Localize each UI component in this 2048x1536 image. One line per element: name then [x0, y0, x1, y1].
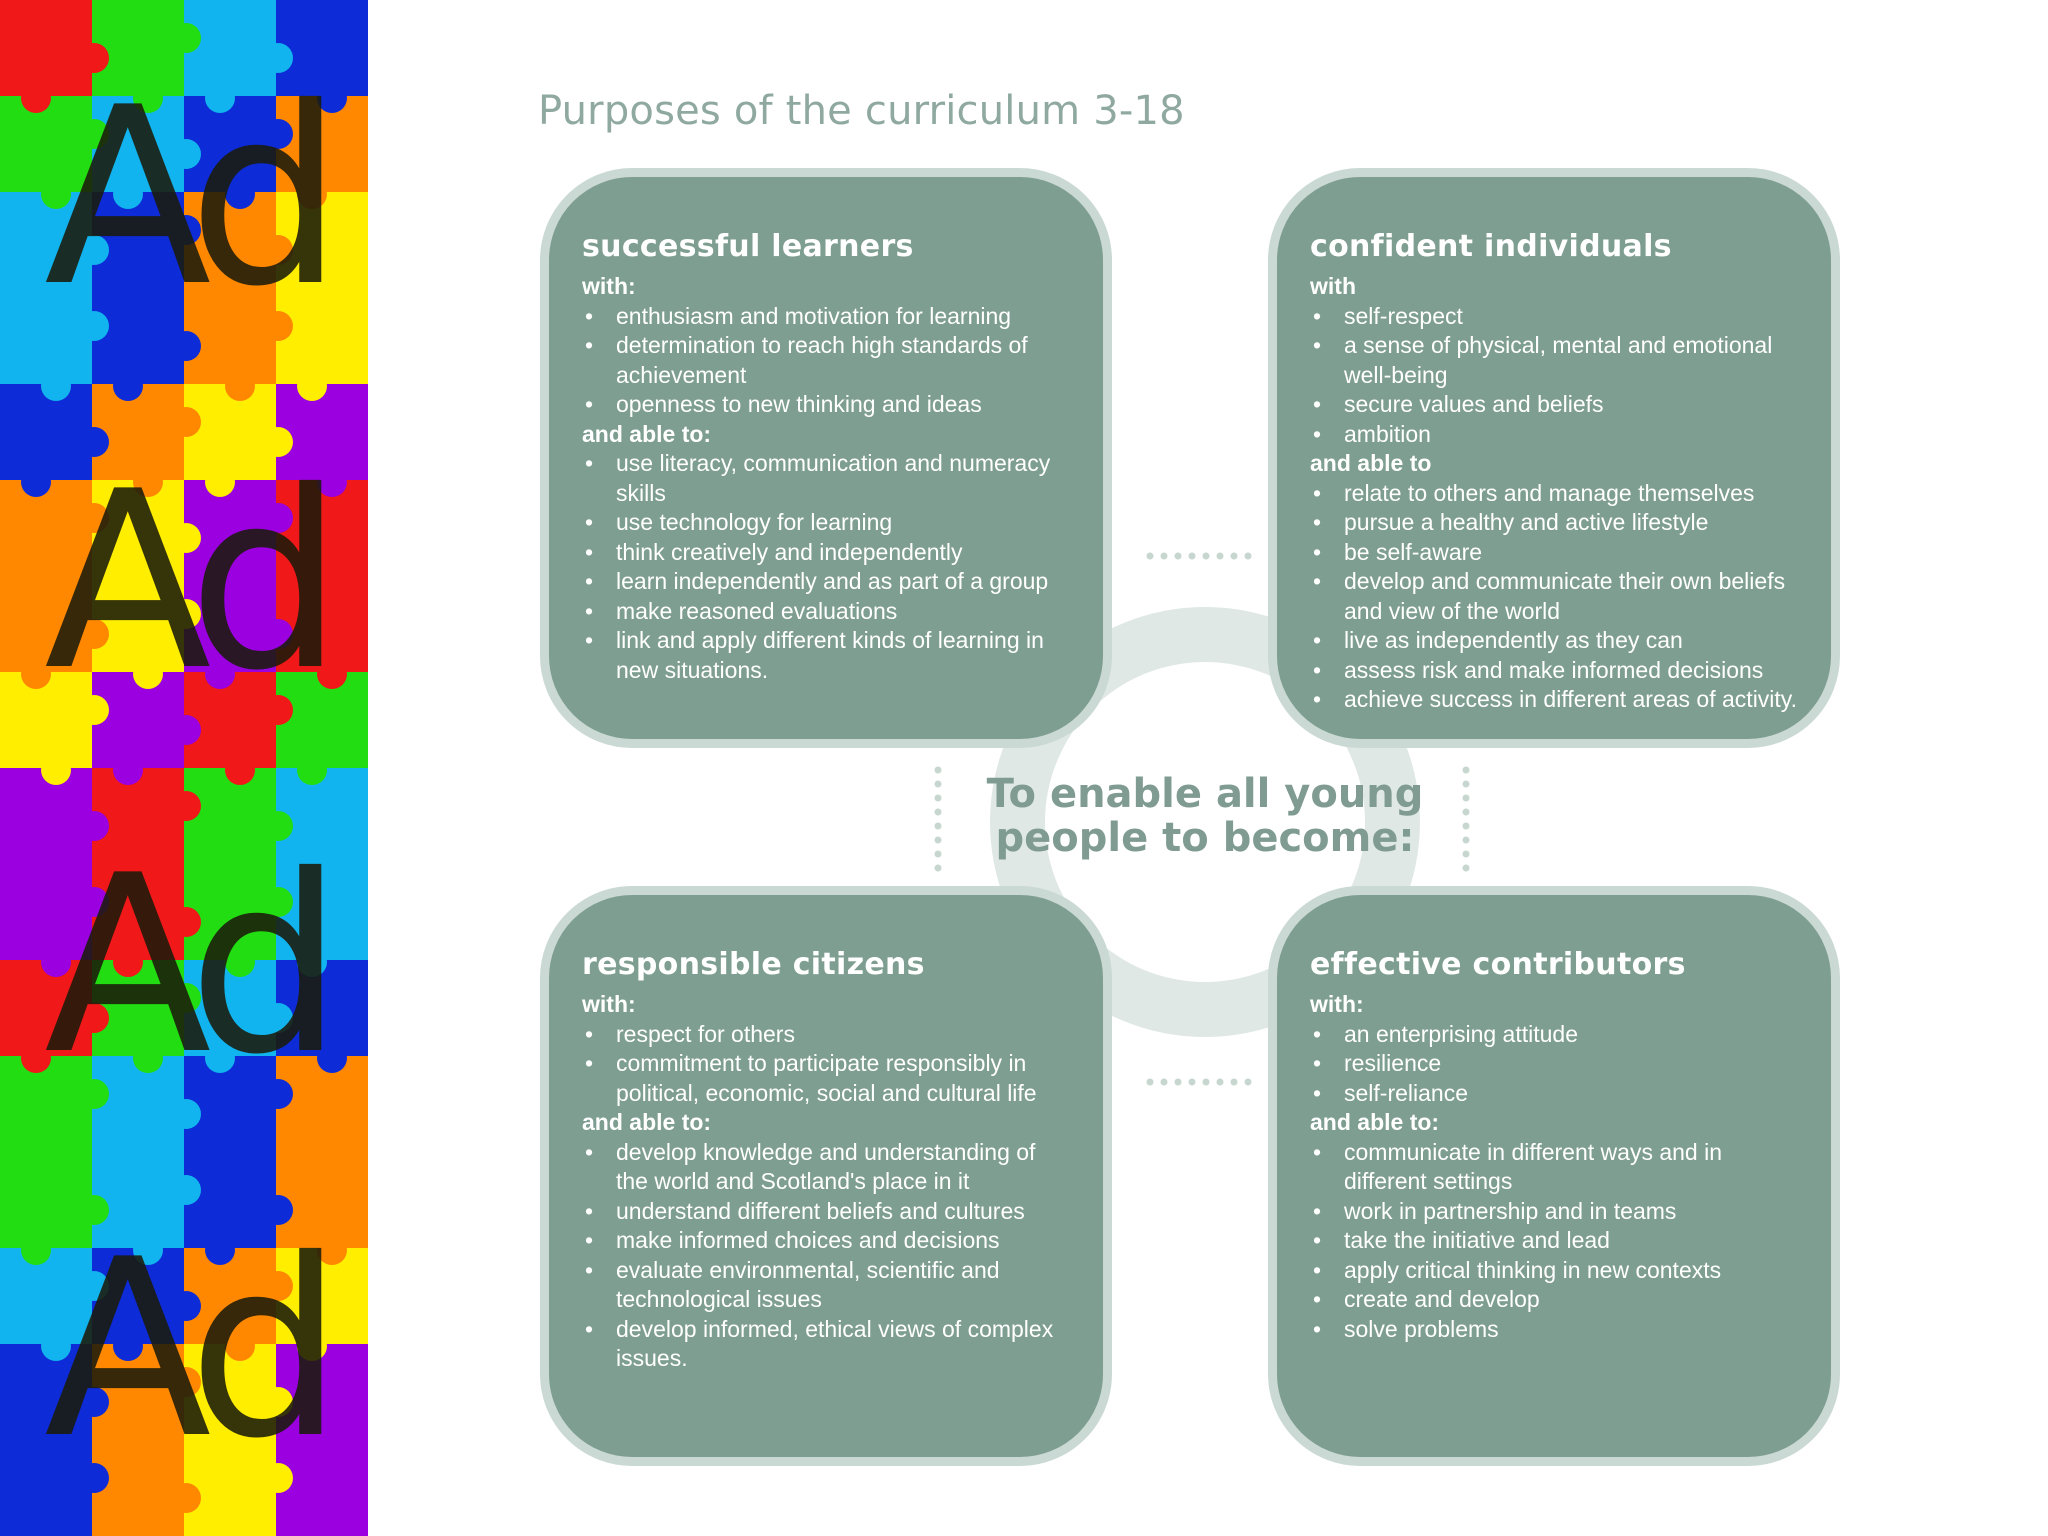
list-item: • learn independently and as part of a group [582, 567, 1073, 597]
with-label: with: [582, 273, 636, 299]
able-list [1310, 1138, 1801, 1345]
dot [1245, 1079, 1252, 1086]
card-title: responsible citizens [582, 947, 925, 982]
dot [1161, 553, 1168, 560]
able-label: and able to: [1310, 1109, 1440, 1135]
sidebar-letter-a: A [44, 439, 212, 724]
able-list [582, 449, 1073, 685]
list-item: • work in partnership and in teams [1310, 1197, 1801, 1227]
list-item: • openness to new thinking and ideas [582, 390, 1073, 420]
list-item: • develop knowledge and understanding of the world and Scotland's place in it [582, 1138, 1073, 1197]
list-item: • evaluate environmental, scientific and technological issues [582, 1256, 1073, 1315]
center-caption-line: people to become: [995, 815, 1415, 861]
with-list [1310, 1020, 1801, 1109]
list-item: • solve problems [1310, 1315, 1801, 1345]
able-label: and able to [1310, 450, 1432, 476]
with-label: with: [582, 991, 636, 1017]
list-item: • be self-aware [1310, 538, 1801, 568]
sidebar-letter-d: d [188, 1207, 344, 1492]
dot [1175, 553, 1182, 560]
list-item: • use literacy, communication and numeracy skills [582, 449, 1073, 508]
list-item: • make reasoned evaluations [582, 597, 1073, 627]
dot [1189, 1079, 1196, 1086]
list-item: • create and develop [1310, 1285, 1801, 1315]
dot [1231, 1079, 1238, 1086]
list-item: • take the initiative and lead [1310, 1226, 1801, 1256]
with-label: with [1310, 273, 1356, 299]
dot [1231, 553, 1238, 560]
list-item: • self-respect [1310, 302, 1801, 332]
card-title: effective contributors [1310, 947, 1686, 982]
card-confident-individuals [1268, 168, 1840, 748]
list-item: • enthusiasm and motivation for learning [582, 302, 1073, 332]
dot [1203, 1079, 1210, 1086]
list-item: • secure values and beliefs [1310, 390, 1801, 420]
dot [1147, 1079, 1154, 1086]
able-label: and able to: [582, 420, 712, 447]
list-item: • link and apply different kinds of learning in new situations. [582, 626, 1073, 685]
list-item: • achieve success in different areas of activity. [1310, 685, 1801, 715]
page-title: Purposes of the curriculum 3-18 [538, 88, 1185, 134]
list-item: • respect for others [582, 1020, 1073, 1050]
center-caption-line: To enable all young [986, 771, 1424, 817]
dot [1245, 553, 1252, 560]
card-responsible-citizens [540, 886, 1112, 1466]
dot [1161, 1079, 1168, 1086]
list-item: • develop informed, ethical views of complex issues. [582, 1315, 1073, 1374]
list-item: • an enterprising attitude [1310, 1020, 1801, 1050]
list-item: • understand different beliefs and cultures [582, 1197, 1073, 1227]
list-item: • ambition [1310, 420, 1801, 450]
list-item: • relate to others and manage themselves [1310, 479, 1801, 509]
with-list [582, 302, 1073, 420]
sidebar-letter-d: d [188, 439, 344, 724]
list-item: • use technology for learning [582, 508, 1073, 538]
sidebar-letter-d: d [188, 55, 344, 340]
list-item: • self-reliance [1310, 1079, 1801, 1109]
list-item: • communicate in different ways and in different settings [1310, 1138, 1801, 1197]
list-item: • pursue a healthy and active lifestyle [1310, 508, 1801, 538]
with-list [582, 1020, 1073, 1109]
list-item: • resilience [1310, 1049, 1801, 1079]
sidebar-letter-a: A [44, 1207, 212, 1492]
card-successful-learners [540, 168, 1112, 748]
dot [1147, 553, 1154, 560]
dot [1217, 1079, 1224, 1086]
list-item: • apply critical thinking in new contexts [1310, 1256, 1801, 1286]
able-label: and able to: [582, 1109, 712, 1135]
sidebar-letter-d: d [188, 823, 344, 1108]
dot [1175, 1079, 1182, 1086]
list-item: • commitment to participate responsibly in political, economic, social and cultural life [582, 1049, 1073, 1108]
dot [935, 865, 942, 872]
list-item: • think creatively and independently [582, 538, 1073, 568]
list-item: • make informed choices and decisions [582, 1226, 1073, 1256]
able-list [1310, 479, 1801, 715]
sidebar-letter-a: A [44, 55, 212, 340]
dot [1189, 553, 1196, 560]
with-label: with: [1310, 991, 1364, 1017]
card-title: confident individuals [1310, 229, 1672, 264]
list-item: • develop and communicate their own beliefs and view of the world [1310, 567, 1801, 626]
card-title: successful learners [582, 229, 914, 264]
dot [1463, 865, 1470, 872]
with-list [1310, 302, 1801, 450]
dot [1217, 553, 1224, 560]
list-item: • determination to reach high standards of achievement [582, 331, 1073, 390]
able-list [582, 1138, 1073, 1374]
card-effective-contributors [1268, 886, 1840, 1466]
center-caption [940, 772, 1470, 860]
list-item: • a sense of physical, mental and emotional well-being [1310, 331, 1801, 390]
dot [1203, 553, 1210, 560]
list-item: • live as independently as they can [1310, 626, 1801, 656]
list-item: • assess risk and make informed decisions [1310, 656, 1801, 686]
sidebar-letter-a: A [44, 823, 212, 1108]
